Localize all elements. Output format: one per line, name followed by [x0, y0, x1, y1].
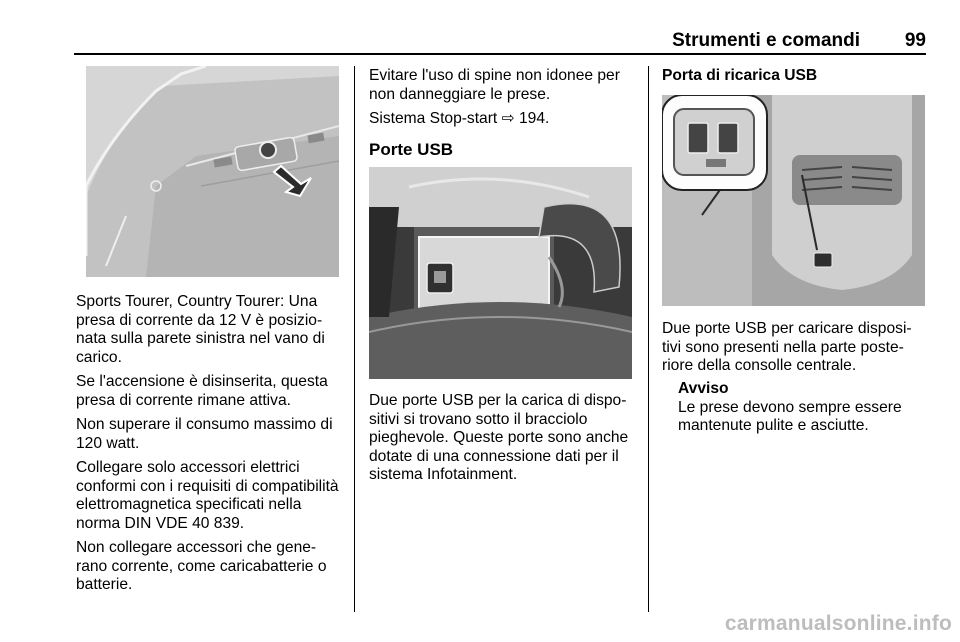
header-rule [74, 53, 926, 55]
column-3-heading [662, 67, 926, 86]
column-2-caption [369, 392, 637, 491]
heading-usb-charging-port: Porta di ricarica USB [662, 67, 818, 84]
paragraph-ignition: Se l'accensione è disinserita, questa presa di corrente rimane attiva. [76, 373, 328, 409]
column-2-top-text [369, 67, 637, 159]
column-1-text [76, 293, 346, 601]
column-divider-2 [648, 66, 649, 612]
caption-armrest-usb: Due porte USB per la carica di dispo‐sitivi si trovano sotto il bracciolo pieghevole. Queste porte sono anche dotate di una connessione dati per il sistema Infotainment. [369, 392, 629, 483]
cargo-outlet-illustration [86, 66, 339, 277]
watermark: carmanualsonline.info [724, 612, 952, 635]
caption-rear-usb: Due porte USB per caricare disposi‐tivi sono presenti nella parte poste‐riore della consolle centrale. [662, 320, 912, 374]
rear-console-usb-illustration [662, 95, 925, 306]
paragraph-no-chargers: Non collegare accessori che gene‐rano corrente, come caricabatterie o batterie. [76, 539, 327, 593]
paragraph-socket-location: Sports Tourer, Country Tourer: Una presa di corrente da 12 V è posizio‐nata sulla parete sinistra nel vano di carico. [76, 293, 325, 366]
stop-start-reference: Sistema Stop-start ⇨ 194. [369, 110, 550, 127]
notice-text: Le prese devono sempre essere mantenute pulite e asciutte. [678, 398, 902, 434]
paragraph-compatibility: Collegare solo accessori elettrici conformi con i requisiti di compatibilità elettromagnetica specificati nella norma DIN VDE 40 839. [76, 459, 339, 532]
section-title: Strumenti e comandi [672, 30, 860, 51]
paragraph-max-power: Non superare il consumo massimo di 120 watt. [76, 416, 333, 452]
page-number: 99 [904, 30, 926, 51]
column-3-text [662, 320, 926, 382]
notice-title: Avviso [678, 380, 729, 397]
heading-usb-ports: Porte USB [369, 139, 454, 159]
column-divider-1 [354, 66, 355, 612]
armrest-usb-illustration [369, 167, 632, 379]
notice-box [678, 380, 926, 442]
paragraph-unsuitable-plugs: Evitare l'uso di spine non idonee per non danneggiare le prese. [369, 67, 620, 103]
